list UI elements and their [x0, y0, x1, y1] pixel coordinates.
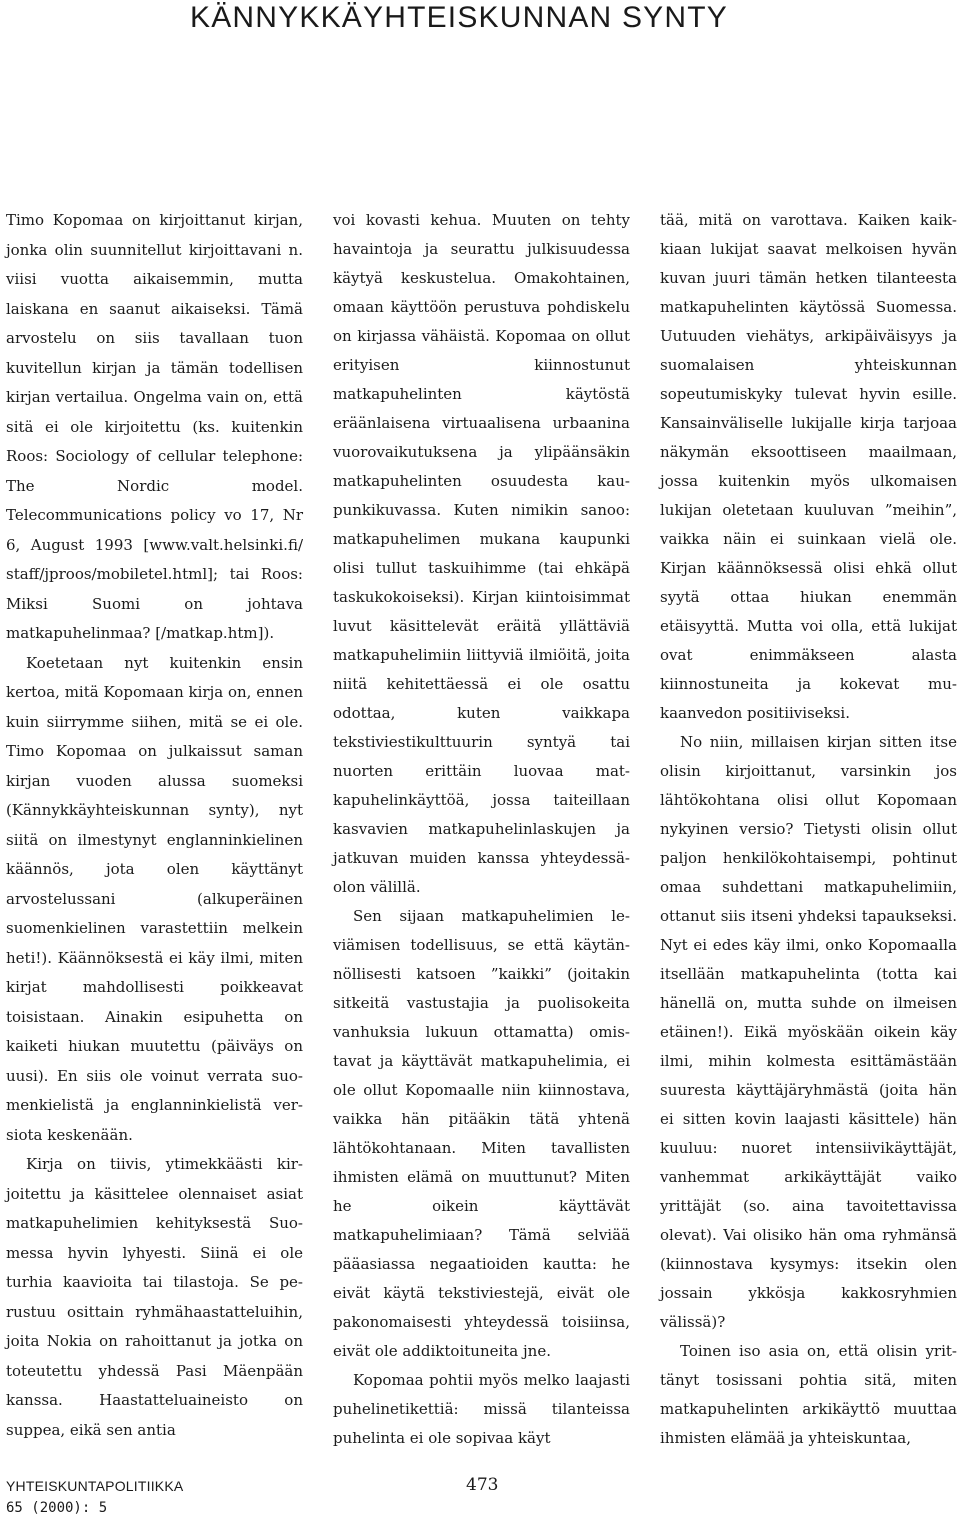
text-column-1 [6, 206, 303, 1445]
paragraph: Timo Kopomaa on kirjoittanut kirjan, jonka olin suunnitellut kirjoittavani n. viisi vuotta aikaisemmin, mutta laiskana en saanut aikaiseksi. Tämä arvostelu on siis tavallaan tuon kuvitellun kirjan ja tämän todellisen kirjan vertailua. Ongelma vain on, että sitä ei ole kirjoitettu (ks. kuitenkin Roos: Sociology of cellular telephone: The Nordic model. Telecommunications policy vo 17, Nr 6, August 1993 [www.valt.​helsinki.fi/​staff/​jproos/​mobiletel.ht​ml]; tai Roos: Miksi Suomi on johtava matkapuhelinmaa? [/matkap.htm]). [6, 211, 303, 642]
paragraph: Kirja on tiivis, ytimekkäästi kirjoitettu ja käsittelee olennaiset asiat matkapuhelimien kehityksestä Suomessa hyvin lyhyesti. Siinä ei ole turhia kaavioita tai tilastoja. Se perustuu osittain ryhmähaastatteluihin, joita Nokia on rahoittanut ja jotka on toteutettu yhdessä Pasi Mäenpään kanssa. Haastatteluaineisto on suppea, eikä sen antia [6, 1155, 303, 1439]
footer-volume-issue: 65 (2000): 5 [6, 1500, 108, 1516]
running-header-title: KÄNNYKKÄYHTEISKUNNAN SYNTY [190, 1, 728, 34]
paragraph: Sen sijaan matkapuhelimien leviämisen todellisuus, se että käytännöllisesti katsoen ”kaikki” (joitakin sitkeitä vastustajia ja puolisokeita vanhuksia lukuun ottamatta) omistavat ja käyttävät matkapuhelimia, ei ole ollut Kopomaalle niin kiinnostava, vaikka hän pitääkin tätä yhtenä lähtökohtanaan. Miten tavallisten ihmisten elämä on muuttunut? Miten he oikein käyttävät matkapuhelimiaan? Tämä selviää pääasiassa negaatioiden kautta: he eivät käytä tekstiviestejä, eivät ole pakonomaisesti yhteydessä toisiinsa, eivät ole addiktoituneita jne. [333, 907, 630, 1360]
paragraph: No niin, millaisen kirjan sitten itse olisin kirjoittanut, varsinkin jos lähtökohtana olisi ollut Kopomaan nykyinen versio? Tietysti olisin ollut paljon henkilökohtaisempi, pohtinut omaa suhdettani matkapuhelimiin, ottanut siis itseni yhdeksi tapaukseksi. Nyt ei edes käy ilmi, onko Kopomaalla itsellään matkapuhelinta (totta kai hänellä on, mutta suhde on ilmeisen etäinen!). Eikä myöskään oikein käy ilmi, mihin kolmesta esittämästään suuresta käyttäjäryhmästä (joita hän ei sitten kovin laajasti käsittele) hän kuuluu: nuoret intensiivikäyttäjät, vanhemmat arkikäyttäjät vaiko yrittäjät (so. aina tavoitettavissa olevat). Vai olisiko hän oma ryhmänsä (kiinnostava kysymys: itsekin olen jossain ykkösja kakkosryhmien välissä)? [660, 733, 957, 1331]
paragraph: Koetetaan nyt kuitenkin ensin kertoa, mitä Kopomaan kirja on, ennen kuin siirrymme siihen, mitä se ei ole. Timo Kopomaa on julkaissut saman kirjan vuoden alussa suomeksi (Kännykkäyhteiskunnan synty), nyt siitä on ilmestynyt englanninkielinen käännös, jota olen käyttänyt arvostelussani (alkuperäinen suomenkielinen varastettiin melkein heti!). Käännöksestä ei käy ilmi, miten kirjat mahdollisesti poikkeavat toisistaan. Ainakin esipuhetta on kaiketi hiukan muutettu (päiväys on uusi). En siis ole voinut verrata suomenkielistä ja englanninkielistä versiota keskenään. [6, 653, 303, 1144]
paragraph: voi kovasti kehua. Muuten on tehty havaintoja ja seurattu julkisuudessa käytyä keskustelua. Omakohtainen, omaan käyttöön perustuva pohdiskelu on kirjassa vähäistä. Kopomaa on ollut erityisen kiinnostunut matkapuhelinten käytöstä eräänlaisena virtuaalisena urbaanina vuorovaikutuksena ja ylipäänsäkin matkapuhelinten osuudesta kaupunkikuvassa. Kuten nimikin sanoo: matkapuhelimen mukana kaupunki olisi tullut taskuihimme (tai ehkäpä taskukokoiseksi). Kirjan kiintoisimmat luvut käsittelevät eräitä yllättäviä matkapuhelimiin liittyviä ilmiöitä, joita niitä kehitettäessä ei ole osattu odottaa, kuten vaikkapa tekstiviestikulttuurin syntyä tai nuorten erittäin luovaa matkapuhelinkäyttöä, jossa taiteillaan kasvavien matkapuhelinlaskujen ja jatkuvan muiden kanssa yhteydessäolon välillä. [333, 211, 630, 896]
paragraph: Kopomaa pohtii myös melko laajasti puhelinetikettiä: missä tilanteissa puhelinta ei ole sopivaa käyt [333, 1371, 630, 1447]
footer-journal-name: YHTEISKUNTAPOLITIIKKA [6, 1478, 184, 1494]
page-number: 473 [466, 1475, 499, 1495]
paragraph: Toinen iso asia on, että olisin yrittänyt tosissani pohtia sitä, miten matkapuhelinten arkikäyttö muuttaa ihmisten elämää ja yhteiskuntaa, [660, 1342, 957, 1447]
paragraph: tää, mitä on varottava. Kaiken kaikkiaan lukijat saavat melkoisen hyvän kuvan juuri tämän hetken tilanteesta matkapuhelinten käytössä Suomessa. Uutuuden viehätys, arkipäiväisyys ja suomalaisen yhteiskunnan sopeutumiskyky tulevat hyvin esille. Kansainväliselle lukijalle kirja tarjoaa näkymän eksoottiseen maailmaan, jossa kuitenkin myös ulkomaisen lukijan oletetaan kuuluvan ”meihin”, vaikka näin ei suinkaan vielä ole. Kirjan käännöksessä olisi ehkä ollut syytä ottaa hiukan enemmän etäisyyttä. Mutta voi olla, että lukijat ovat enimmäkseen alasta kiinnostuneita ja kokevat mukaanvedon positiiviseksi. [660, 211, 957, 722]
text-column-2 [333, 206, 630, 1453]
text-column-3 [660, 206, 957, 1453]
